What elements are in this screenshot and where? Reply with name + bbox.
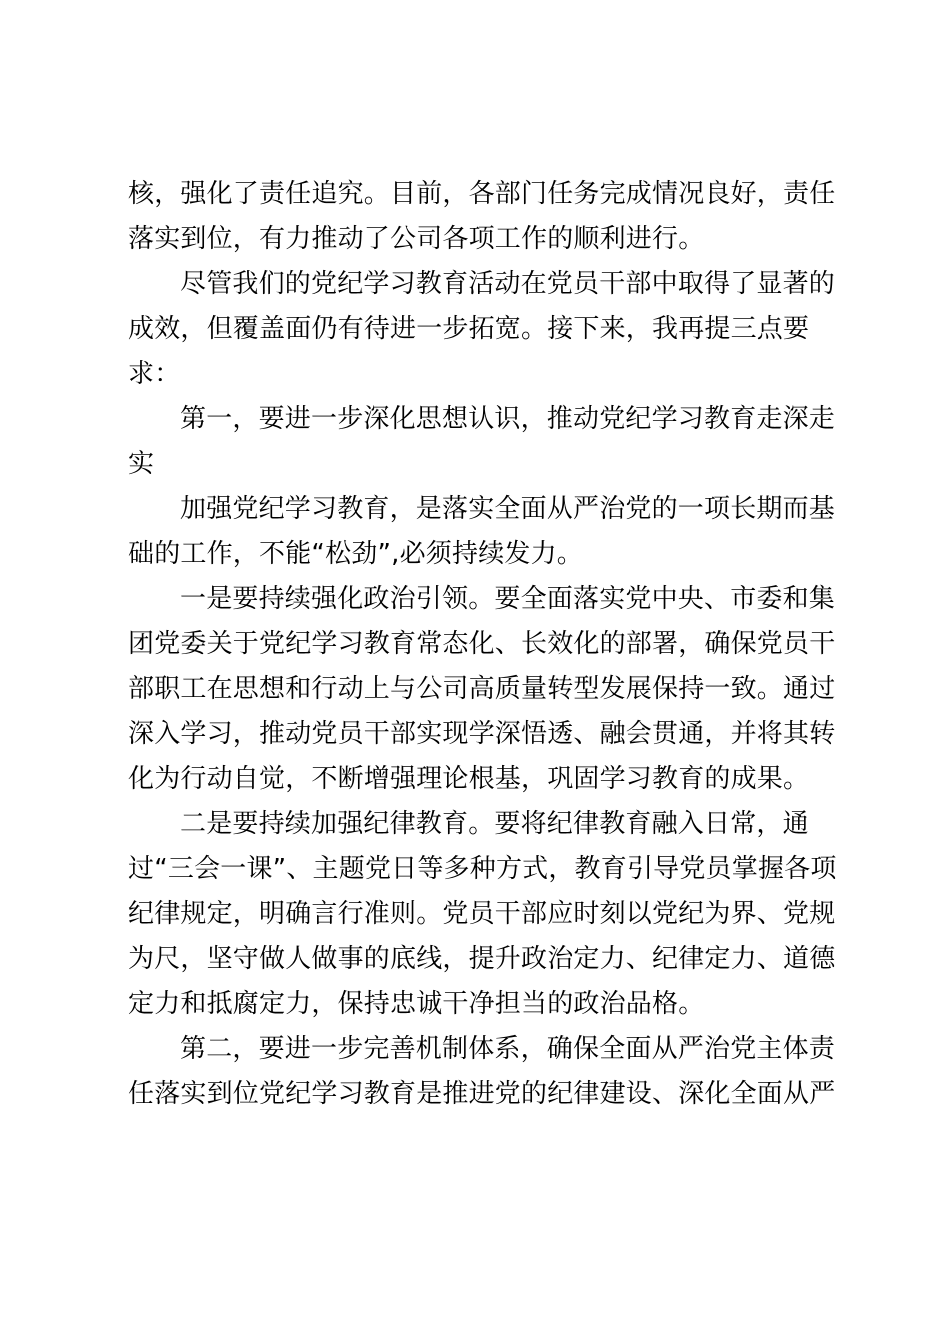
paragraph bbox=[128, 172, 836, 262]
text-line: 化为行动自觉，不断增强理论根基，巩固学习教育的成果。 bbox=[128, 764, 810, 794]
section-heading bbox=[128, 397, 836, 487]
paragraph bbox=[128, 802, 837, 1027]
text-line: 为尺，坚守做人做事的底线，提升政治定力、纪律定力、道德 bbox=[128, 944, 836, 974]
text-line: 团党委关于党纪学习教育常态化、长效化的部署，确保党员干 bbox=[128, 629, 836, 659]
section-heading bbox=[128, 1027, 836, 1117]
text-line: 加强党纪学习教育，是落实全面从严治党的一项长期而基 bbox=[180, 494, 836, 524]
text-line: 核，强化了责任追究。目前，各部门任务完成情况良好，责任 bbox=[128, 179, 836, 209]
text-line: 深入学习，推动党员干部实现学深悟透、融会贯通，并将其转 bbox=[128, 719, 836, 749]
text-line: 第二，要进一步完善机制体系，确保全面从严治党主体责 bbox=[180, 1034, 836, 1064]
paragraph bbox=[128, 262, 836, 397]
text-line: 纪律规定，明确言行准则。党员干部应时刻以党纪为界、党规 bbox=[128, 899, 836, 929]
text-line: 础的工作，不能“松劲”,必须持续发力。 bbox=[128, 539, 584, 569]
paragraph bbox=[128, 577, 836, 802]
text-line: 二是要持续加强纪律教育。要将纪律教育融入日常，通 bbox=[180, 809, 809, 839]
text-line: 过“三会一课”、主题党日等多种方式，教育引导党员掌握各项 bbox=[128, 854, 837, 884]
text-line: 落实到位，有力推动了公司各项工作的顺利进行。 bbox=[128, 224, 705, 254]
text-line: 实 bbox=[128, 449, 155, 479]
text-line: 任落实到位党纪学习教育是推进党的纪律建设、深化全面从严 bbox=[128, 1079, 836, 1109]
text-line: 成效，但覆盖面仍有待进一步拓宽。接下来，我再提三点要 bbox=[128, 314, 810, 344]
text-line: 定力和抵腐定力，保持忠诚干净担当的政治品格。 bbox=[128, 989, 705, 1019]
document-body bbox=[128, 172, 837, 1117]
text-line: 尽管我们的党纪学习教育活动在党员干部中取得了显著的 bbox=[180, 269, 836, 299]
paragraph bbox=[128, 487, 836, 577]
text-line: 部职工在思想和行动上与公司高质量转型发展保持一致。通过 bbox=[128, 674, 836, 704]
text-line: 求： bbox=[128, 359, 181, 389]
text-line: 一是要持续强化政治引领。要全面落实党中央、市委和集 bbox=[180, 584, 836, 614]
text-line: 第一，要进一步深化思想认识，推动党纪学习教育走深走 bbox=[180, 404, 836, 434]
